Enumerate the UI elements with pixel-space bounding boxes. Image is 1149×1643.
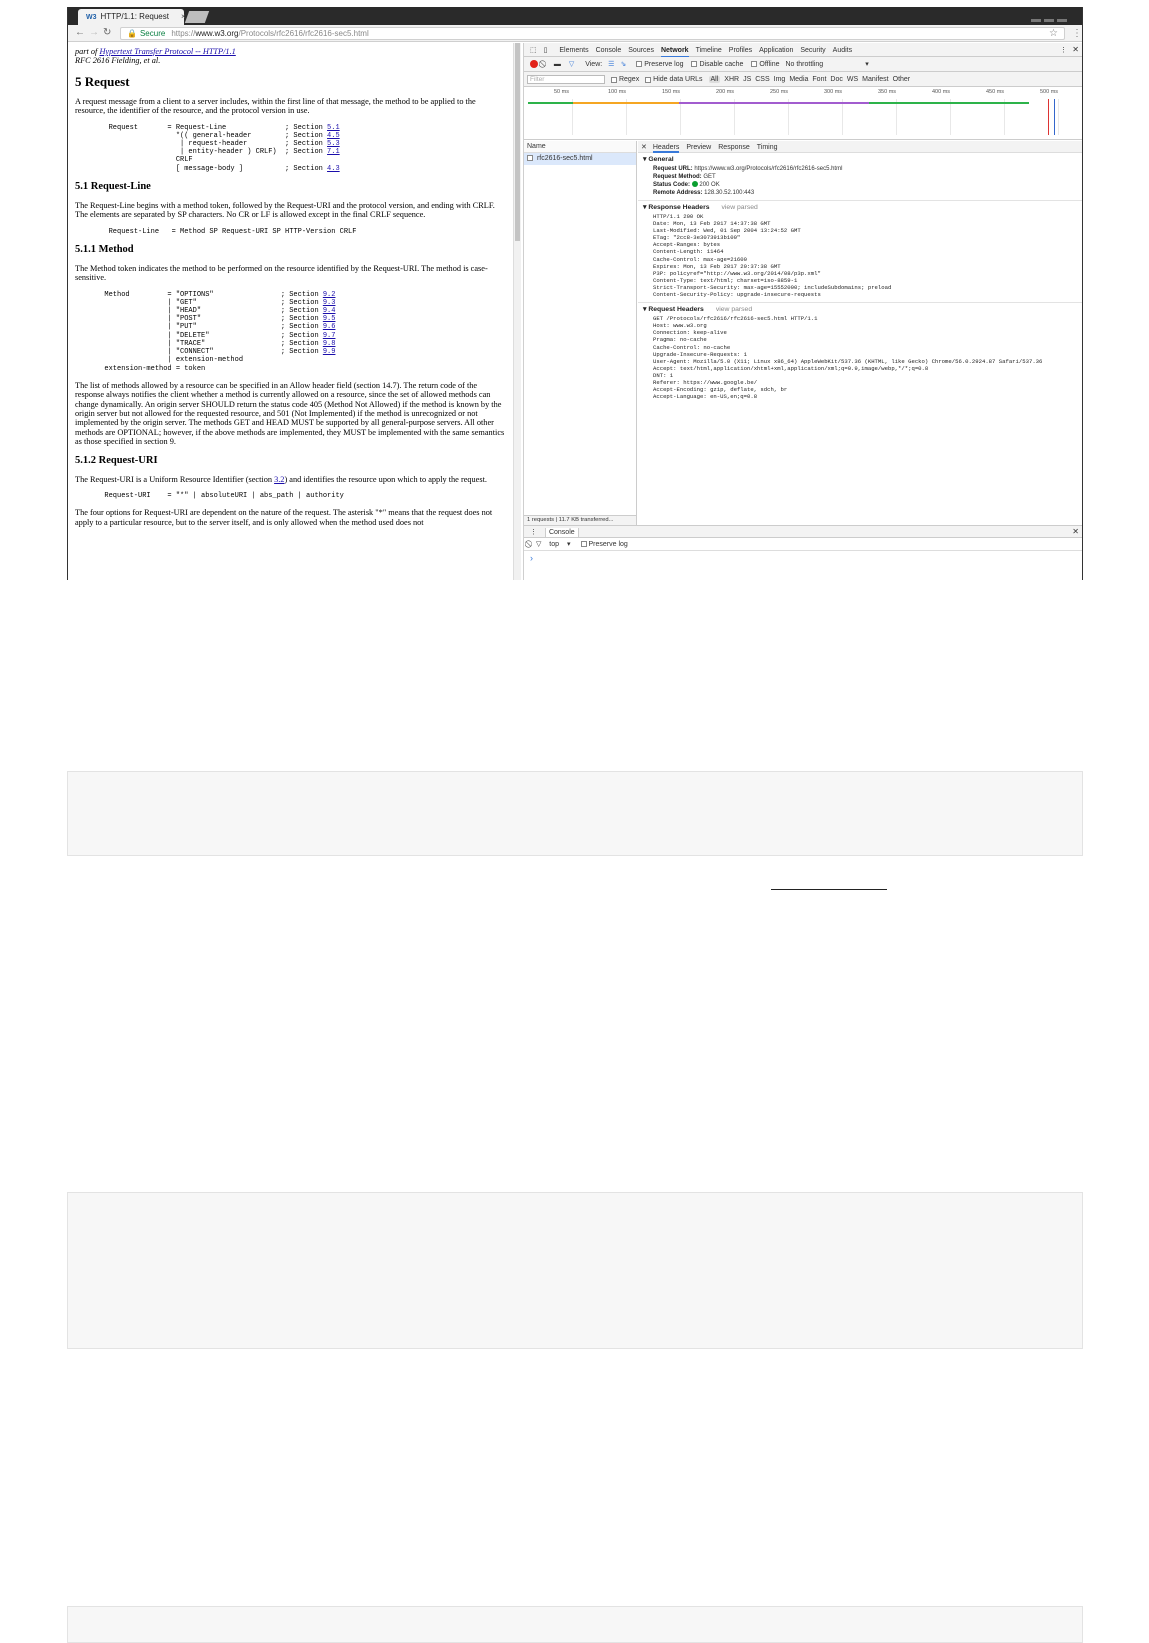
http11-link[interactable]: Hypertext Transfer Protocol -- HTTP/1.1	[99, 47, 236, 56]
timeline-gridline	[950, 99, 951, 135]
record-icon[interactable]	[530, 60, 538, 68]
heading-request-line: 5.1 Request-Line	[75, 180, 151, 192]
throttling-select[interactable]: No throttling	[785, 61, 824, 68]
detail-close-icon[interactable]: ✕	[641, 144, 647, 151]
placeholder-panel-2	[67, 1192, 1083, 1349]
view-parsed-link-2[interactable]: view parsed	[715, 306, 753, 314]
menu-kebab-icon[interactable]: ⋮	[1072, 28, 1082, 39]
tab-strip	[68, 7, 1083, 25]
view-label: View:	[585, 61, 603, 68]
url-input[interactable]: 🔒 Secure https://www.w3.org/Protocols/rfc2616/rfc2616-sec5.html	[120, 27, 1065, 40]
w3c-favicon-icon: W3	[86, 14, 97, 21]
timeline-gridline	[572, 99, 573, 135]
general-section: Request URL: https://www.w3.org/Protocols/rfc2616/rfc2616-sec5.html Request Method: GET Status Code: 200 OK Remote Address: 128.30.52.100:443	[653, 166, 843, 196]
timeline-gridline	[680, 99, 681, 135]
regex-checkbox[interactable]	[611, 77, 617, 83]
reload-icon[interactable]: ↻	[103, 27, 112, 38]
timeline-gridline	[896, 99, 897, 135]
console-toolbar: ▽ top ▾ Preserve log	[524, 538, 1083, 551]
page-content	[68, 43, 513, 580]
chevron-down-icon[interactable]: ▾	[865, 61, 869, 68]
timeline-gridline	[842, 99, 843, 135]
drawer-menu-icon[interactable]: ⋮	[530, 529, 537, 536]
request-list	[524, 141, 637, 515]
timeline-tick-label: 200 ms	[716, 89, 735, 95]
para-four-options: The four options for Request-URI are dependent on the nature of the request. The asterisk "*" means that the request does not apply to a particular resource, but to the server itself, and is only allowed when the method used does not	[75, 508, 493, 527]
headers-pane	[638, 141, 1083, 515]
devtools-tab-elements[interactable]: Elements	[559, 47, 589, 54]
devtools-tab-profiles[interactable]: Profiles	[728, 47, 753, 54]
type-filter-font[interactable]: Font	[812, 76, 827, 84]
network-toolbar: ▬ ▽ View: ☰ ⇘ Preserve log Disable cache Offline No throttling ▾	[524, 57, 1083, 72]
preserve-log-checkbox[interactable]	[636, 61, 642, 67]
console-prompt[interactable]: ›	[530, 553, 533, 563]
response-headers: HTTP/1.1 200 OK Date: Mon, 13 Feb 2017 14:37:38 GMT Last-Modified: Wed, 01 Sep 2004 13:24:52 GMT ETag: "2cc8-3e3073913b100" Accept-Ranges: bytes Content-Length: 11464 Cache-Control: max-age=21600 Expires: Mon, 13 Feb 2017 20:37:38 GMT P3P: policyref="http://www.w3.org/2014/08/p3p.xml" Content-Type: text/html; charset=iso-8859-1 Strict-Transport-Security: max-age=15552000; includeSubdomains; preload Content-Security-Policy: upgrade-insecure-requests	[653, 213, 892, 299]
type-filter-all[interactable]: All	[710, 76, 719, 84]
placeholder-panel-1	[67, 771, 1083, 856]
timeline-bar-green	[528, 102, 573, 104]
lock-icon: 🔒	[127, 29, 137, 38]
timeline-tick-label: 150 ms	[662, 89, 681, 95]
disable-cache-checkbox[interactable]	[691, 61, 697, 67]
code-request-line: Request-Line = Method SP Request-URI SP HTTP-Version CRLF	[108, 227, 357, 236]
code-request: Request = Request-Line ; Section 5.1 *(( general-header ; Section 4.5 | request-header ; Section 5.3 | entity-header ) CRLF) ; Section 7.1 CRLF [ message-body ] ; Section 4.3	[75, 123, 340, 173]
drawer-tabbar	[524, 525, 1083, 538]
request-headers-title[interactable]: ▾ Request Headers view parsed	[643, 306, 753, 314]
devtools-tab-network[interactable]: Network	[661, 47, 689, 58]
back-arrow-icon[interactable]: ←	[75, 27, 85, 38]
timeline-bar-green-2	[869, 102, 1029, 104]
divider-line	[771, 889, 887, 890]
general-section-title[interactable]: ▾ General	[643, 156, 674, 163]
type-filter-js[interactable]: JS	[743, 76, 752, 84]
filter-input[interactable]: Filter	[527, 75, 605, 84]
devtools-tab-console[interactable]: Console	[595, 47, 622, 54]
timeline-gridline	[1058, 99, 1059, 135]
tab-close-icon[interactable]: ×	[180, 12, 186, 21]
devtools-tab-timeline[interactable]: Timeline	[695, 47, 722, 54]
window-controls[interactable]	[1028, 9, 1080, 13]
type-filter-other[interactable]: Other	[892, 76, 911, 84]
type-filter-css[interactable]: CSS	[755, 76, 770, 84]
page-scrollbar[interactable]	[513, 43, 521, 580]
timeline-tick-label: 450 ms	[986, 89, 1005, 95]
part-of-line: part of Hypertext Transfer Protocol -- HTTP/1.1	[75, 47, 236, 56]
dom-content-marker	[1054, 99, 1055, 135]
type-filters	[709, 76, 915, 83]
devtools-tab-sources[interactable]: Sources	[628, 47, 654, 54]
detail-tab-timing[interactable]: Timing	[756, 144, 778, 151]
network-summary: 1 requests | 11.7 KB transferred...	[524, 515, 637, 525]
type-filter-xhr[interactable]: XHR	[724, 76, 740, 84]
timeline-tick-label: 100 ms	[608, 89, 627, 95]
devtools-panel	[523, 43, 1083, 580]
bookmark-star-icon[interactable]: ☆	[1049, 28, 1058, 39]
timeline-tick-label: 300 ms	[824, 89, 843, 95]
new-tab-button[interactable]	[185, 11, 209, 23]
devtools-menu-icon[interactable]: ⋮	[1060, 47, 1067, 54]
type-filter-ws[interactable]: WS	[846, 76, 859, 84]
response-headers-title[interactable]: ▾ Response Headers view parsed	[643, 204, 758, 211]
context-select[interactable]: top	[549, 541, 560, 548]
status-ok-icon	[692, 181, 698, 187]
timeline-tick-label: 500 ms	[1040, 89, 1059, 95]
browser-window	[67, 7, 1083, 580]
view-parsed-link[interactable]: view parsed	[721, 204, 758, 211]
name-column-header[interactable]: Name	[524, 141, 636, 153]
inspect-element-icon[interactable]: ⬚	[530, 47, 537, 54]
network-overview	[524, 87, 1083, 140]
para-request-uri: The Request-URI is a Uniform Resource Identifier (section 3.2) and identifies the resource upon which to apply the request.	[75, 474, 487, 484]
browser-tab[interactable]	[78, 9, 184, 25]
detail-tab-headers[interactable]: Headers	[652, 144, 680, 151]
timeline-tick-label: 350 ms	[878, 89, 897, 95]
document-icon	[527, 155, 533, 161]
request-row[interactable]: rfc2616-sec5.html	[524, 153, 636, 165]
console-filter-icon[interactable]: ▽	[535, 541, 542, 548]
camera-icon[interactable]: ▬	[553, 61, 561, 68]
drawer-tab-console[interactable]: Console	[545, 528, 579, 537]
section-3-2-link[interactable]: 3.2	[274, 474, 285, 484]
offline-checkbox[interactable]	[751, 61, 757, 67]
timeline-tick-label: 400 ms	[932, 89, 951, 95]
devtools-tabbar	[524, 43, 1083, 57]
drawer-close-icon[interactable]: ✕	[1072, 527, 1079, 536]
para-method: The Method token indicates the method to be performed on the resource identified by the Request-URI. The method is case-sensitive.	[75, 263, 488, 283]
para-request-line: The Request-Line begins with a method token, followed by the Request-URI and the protocol version, and ending with CRLF. The elements are separated by SP characters. No CR or LF is allowed except in the final CRLF sequence.	[75, 200, 495, 220]
hide-data-urls-checkbox[interactable]	[645, 77, 651, 83]
waterfall-view-icon[interactable]: ⇘	[620, 61, 627, 68]
filter-icon[interactable]: ▽	[568, 61, 575, 68]
detail-tab-preview[interactable]: Preview	[686, 144, 712, 151]
timeline-gridline	[626, 99, 627, 135]
filter-bar: Filter Regex Hide data URLs All XHR JS CSS Img Media Font Doc WS Manifest Other	[524, 72, 1083, 87]
devtools-tabs	[559, 47, 859, 54]
type-filter-media[interactable]: Media	[789, 76, 809, 84]
timeline-gridline	[1004, 99, 1005, 135]
rfc-line: RFC 2616 Fielding, et al.	[75, 56, 161, 66]
devtools-tab-application[interactable]: Application	[759, 47, 794, 54]
placeholder-panel-3	[67, 1606, 1083, 1643]
context-chevron-icon[interactable]: ▾	[567, 541, 571, 548]
timeline-bar-purple	[679, 102, 869, 104]
console-preserve-log-checkbox[interactable]	[581, 541, 587, 547]
device-toolbar-icon[interactable]: ▯	[543, 47, 548, 54]
timeline-gridline	[788, 99, 789, 135]
heading-request: 5 Request	[75, 73, 130, 89]
devtools-tab-audits[interactable]: Audits	[832, 47, 853, 54]
code-method: Method = "OPTIONS" ; Section 9.2 | "GET" ; Section 9.3 | "HEAD" ; Section 9.4 | "POST" ; Section 9.5 | "PUT" ; Section 9.6 | "DELETE" ; Section 9.7 | "TRACE" ; Section 9.8 | "CONNECT" ; Section 9.9 | extension-method extension-method = token	[75, 290, 336, 373]
devtools-close-icon[interactable]: ✕	[1072, 45, 1079, 54]
code-request-uri: Request-URI = "*" | absoluteURI | abs_path | authority	[104, 491, 344, 500]
type-filter-manifest[interactable]: Manifest	[862, 76, 889, 84]
secure-label: Secure	[139, 29, 166, 38]
list-view-icon[interactable]: ☰	[608, 61, 615, 68]
type-filter-doc[interactable]: Doc	[830, 76, 843, 84]
forward-arrow-icon[interactable]: →	[89, 27, 99, 38]
timeline-gridline	[734, 99, 735, 135]
devtools-tab-security[interactable]: Security	[800, 47, 826, 54]
tab-title: HTTP/1.1: Request	[100, 12, 169, 21]
timeline-tick-label: 250 ms	[770, 89, 789, 95]
load-marker	[1048, 99, 1049, 135]
url-path: /Protocols/rfc2616/rfc2616-sec5.html	[238, 29, 369, 38]
timeline-bar-orange	[573, 102, 679, 104]
timeline-tick-label: 50 ms	[554, 89, 569, 95]
heading-request-uri: 5.1.2 Request-URI	[75, 454, 158, 466]
para-request: A request message from a client to a server includes, within the first line of that message, the method to be applied to the resource, the identifier of the resource, and the protocol version in use.	[75, 96, 476, 116]
request-headers: GET /Protocols/rfc2616/rfc2616-sec5.html HTTP/1.1 Host: www.w3.org Connection: keep-alive Pragma: no-cache Cache-Control: no-cache Upgrade-Insecure-Requests: 1 User-Agent: Mozilla/5.0 (X11; Linux x86_64) AppleWebKit/537.36 (KHTML, like Gecko) Chrome/56.0.2924.87 Safari/537.36 Accept: text/html,application/xhtml+xml,application/xml;q=0.9,image/webp,*/*;q=0.8 DNT: 1 Referer: https://www.google.be/ Accept-Encoding: gzip, deflate, sdch, br Accept-Language: en-US,en;q=0.8	[653, 315, 1043, 401]
url-host: www.w3.org	[195, 29, 239, 38]
detail-tabs	[638, 141, 1083, 153]
para-methods-list: The list of methods allowed by a resource can be specified in an Allow header field (section 14.7). The return code of the response always notifies the client whether a method is currently allowed on a resource, since the set of allowed methods can change dynamically. An origin server SHOULD return the status code 405 (Method Not Allowed) if the method is known by the origin server but not allowed for the requested resource, and 501 (Not Implemented) if the method is unrecognized or not implemented by the origin server. The methods GET and HEAD MUST be supported by all general-purpose servers. All other methods are OPTIONAL; however, if the above methods are implemented, they MUST be implemented with the same semantics as those specified in section 9.	[75, 380, 505, 447]
detail-tab-response[interactable]: Response	[718, 144, 750, 151]
type-filter-img[interactable]: Img	[773, 76, 786, 84]
address-bar-row	[68, 25, 1083, 42]
heading-method: 5.1.1 Method	[75, 243, 134, 255]
